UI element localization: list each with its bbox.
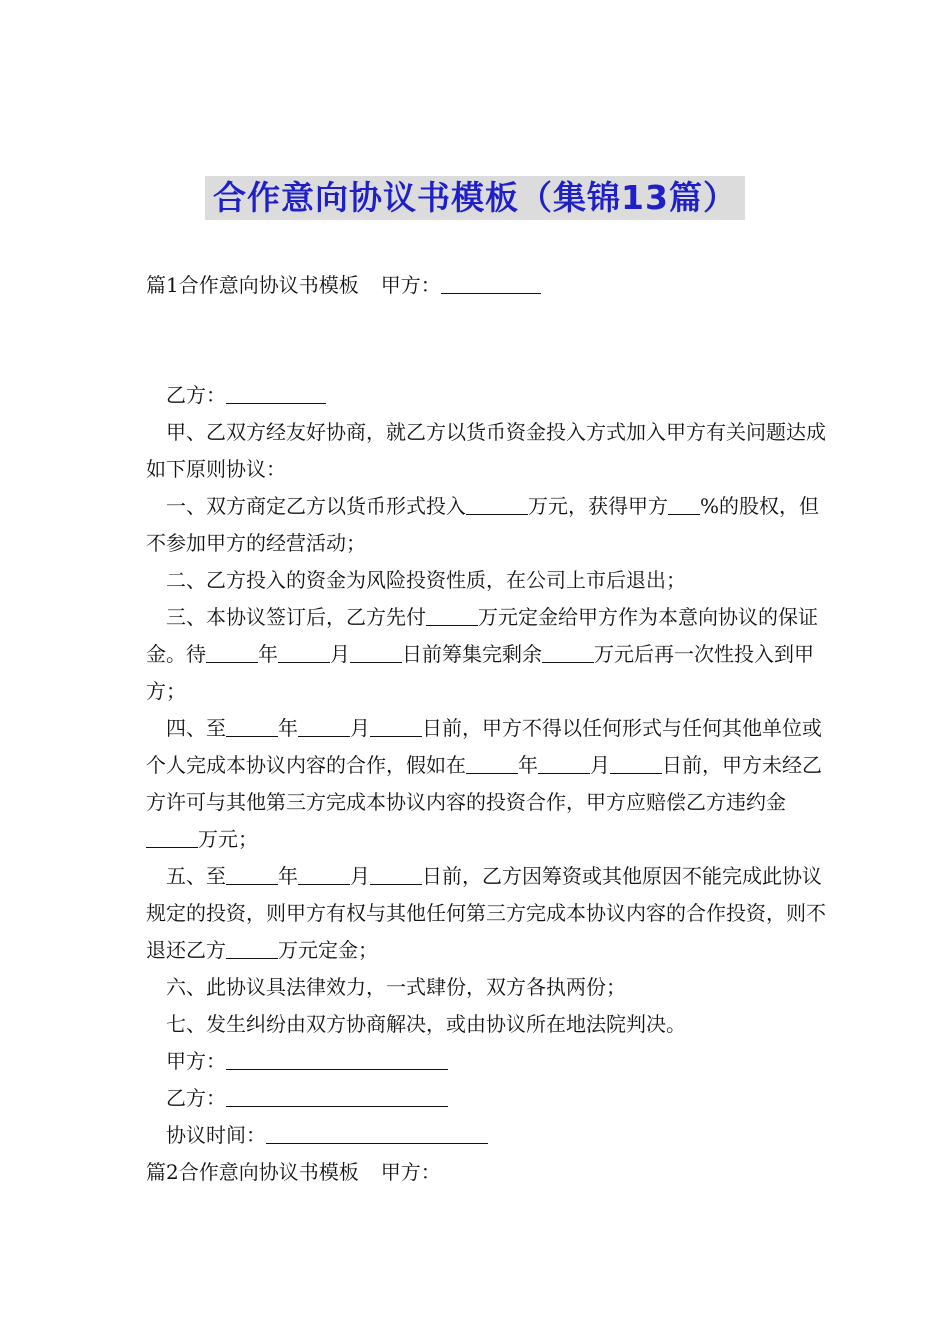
blank-line	[226, 934, 278, 959]
blank-line	[226, 1045, 448, 1070]
blank-line	[426, 601, 478, 626]
sign-date-label: 协议时间：	[166, 1123, 266, 1147]
blank-line	[350, 638, 402, 663]
clause-5-text: 五、至	[166, 864, 226, 888]
sign-party-b-label: 乙方：	[166, 1086, 226, 1110]
clause-4-text: 年	[518, 753, 538, 777]
blank-line	[542, 638, 594, 663]
clause-4-text: 日前，甲方未经乙方许可与其他第三方完成本协议内容的投资合作，甲方应赔偿乙方违约金	[146, 753, 822, 814]
clause-1-text: 一、双方商定乙方以货币形式投入	[166, 494, 466, 518]
intro-paragraph: 甲、乙双方经友好协商，就乙方以货币资金投入方式加入甲方有关问题达成如下原则协议：	[146, 420, 826, 481]
blank-line	[668, 490, 700, 515]
blank-line	[441, 269, 541, 294]
blank-line	[370, 712, 422, 737]
blank-line	[466, 749, 518, 774]
blank-line	[370, 860, 422, 885]
clause-1	[146, 488, 836, 562]
sign-party-a-label: 甲方：	[166, 1049, 226, 1073]
clause-3-text: 万元定金给甲方作为本意向协议的保证金。待	[146, 605, 818, 666]
title-wrap	[0, 176, 950, 220]
blank-line	[538, 749, 590, 774]
clause-5-text: 年	[278, 864, 298, 888]
party-b-label: 乙方：	[166, 383, 226, 407]
section1-heading-row	[146, 267, 836, 304]
blank-line	[610, 749, 662, 774]
clause-1-text: 万元，获得甲方	[528, 494, 668, 518]
blank-line	[206, 638, 258, 663]
clause-4	[146, 710, 836, 858]
clause-5-text: 万元定金；	[278, 938, 378, 962]
clause-3	[146, 599, 836, 710]
document-title: 合作意向协议书模板（集锦13篇）	[205, 176, 745, 220]
section1-party-a-label: 甲方：	[380, 273, 441, 297]
sign-party-b	[146, 1080, 836, 1117]
section1-body	[146, 377, 836, 1191]
section1-heading-line	[146, 267, 836, 304]
blank-line	[298, 712, 350, 737]
clause-4-text: 年	[278, 716, 298, 740]
clause-5	[146, 858, 836, 969]
sign-date	[146, 1117, 836, 1154]
blank-line	[298, 860, 350, 885]
clause-4-text: 四、至	[166, 716, 226, 740]
clause-6: 六、此协议具法律效力，一式肆份，双方各执两份；	[166, 975, 626, 999]
clause-3-text: 三、本协议签订后，乙方先付	[166, 605, 426, 629]
blank-line	[278, 638, 330, 663]
clause-5-text: 日前，乙方因筹资或其他原因不能完成此协议规定的投资，则甲方有权与其他任何第三方完成本协议内容的合作投资，则不退还乙方	[146, 864, 826, 962]
clause-5-text: 月	[350, 864, 370, 888]
clause-2: 二、乙方投入的资金为风险投资性质，在公司上市后退出；	[166, 568, 686, 592]
blank-line	[226, 712, 278, 737]
clause-4-text: 万元；	[198, 827, 258, 851]
clause-7: 七、发生纠纷由双方协商解决，或由协议所在地法院判决。	[166, 1012, 686, 1036]
blank-line	[226, 860, 278, 885]
blank-line	[466, 490, 528, 515]
clause-3-text: 年	[258, 642, 278, 666]
clause-4-text: 月	[350, 716, 370, 740]
sign-party-a	[146, 1043, 836, 1080]
clause-3-text: 月	[330, 642, 350, 666]
section1-heading: 篇1合作意向协议书模板	[146, 273, 359, 297]
clause-4-text: 月	[590, 753, 610, 777]
party-b-line	[146, 377, 836, 414]
section2-party-a-label: 甲方：	[380, 1160, 441, 1184]
section2-heading: 篇2合作意向协议书模板	[146, 1160, 359, 1184]
blank-line	[226, 379, 326, 404]
section2-heading-row	[146, 1154, 836, 1191]
blank-line	[146, 823, 198, 848]
clause-3-text: 日前筹集完剩余	[402, 642, 542, 666]
clause-3-text: 万元后再一次性投入到甲方；	[146, 642, 814, 703]
blank-line	[266, 1119, 488, 1144]
clause-4-text: 日前，甲方不得以任何形式与任何其他单位或个人完成本协议内容的合作，假如在	[146, 716, 822, 777]
blank-line	[226, 1082, 448, 1107]
clause-1-text: %的股权，但不参加甲方的经营活动；	[146, 494, 820, 555]
